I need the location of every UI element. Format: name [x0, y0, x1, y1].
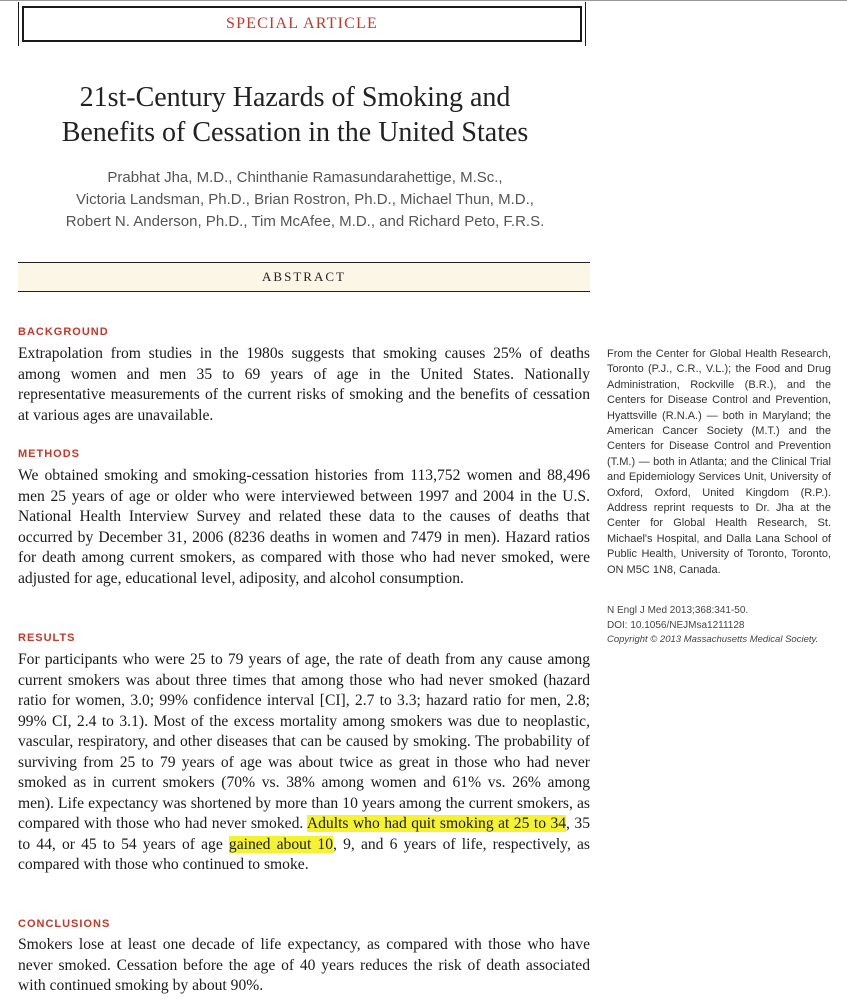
conclusions-paragraph: Smokers lose at least one decade of life expectancy, as compared with those who have never smoked. Cessation before the age of 40 years reduces the risk of death associated with continued smoking by about 90%. — [18, 936, 590, 994]
authors-line-1: Prabhat Jha, M.D., Chinthanie Ramasundarahettige, M.Sc., — [107, 169, 503, 186]
journal-citation: N Engl J Med 2013;368:341-50. — [607, 605, 749, 616]
title-line-1: 21st-Century Hazards of Smoking and — [79, 82, 511, 113]
results-text-part-2: , 35 to 44, or 45 to 54 years of age — [18, 815, 590, 853]
title-line-2: Benefits of Cessation in the United States — [61, 117, 529, 148]
authors-line-2: Victoria Landsman, Ph.D., Brian Rostron, Ph.D., Michael Thun, M.D., — [76, 191, 534, 208]
methods-heading: METHODS — [18, 448, 80, 460]
results-highlight-years-gained: gained about 10 — [228, 835, 334, 853]
doi: DOI: 10.1056/NEJMsa1211128 — [607, 619, 745, 631]
results-paragraph — [18, 650, 590, 876]
author-affiliations: From the Center for Global Health Research, Toronto (P.J., C.R., V.L.); the Food and Drug Administration, Rockville (B.R.), and the Centers for Disease Control and Prevention, Hyattsville (R.N.A.) — both in Maryland; the American Cancer Society (M.T.) and the Centers for Disease Control and Prevention (T.M.) — both in Atlanta; and the Clinical Trial and Epidemiology Services Unit, University of Oxford, Oxford, United Kingdom (R.P.). Address reprint requests to Dr. Jha at the Center for Global Health Research, St. Michael's Hospital, and Dalla Lana School of Public Health, University of Toronto, Toronto, ON M5C 1N8, Canada. — [607, 348, 831, 576]
conclusions-heading: CONCLUSIONS — [18, 918, 111, 930]
abstract-heading: ABSTRACT — [262, 269, 346, 284]
article-title — [0, 80, 590, 150]
results-text-part-3: , 9, and 6 years of life, respectively, as compared with those who continued to smoke. — [18, 835, 590, 873]
article-type-label: SPECIAL ARTICLE — [225, 15, 378, 32]
citation-block — [607, 604, 837, 648]
methods-paragraph: We obtained smoking and smoking-cessation histories from 113,752 women and 88,496 men 25 years of age or older who were interviewed between 1997 and 2004 in the U.S. National Health Interview Survey and related these data to the causes of deaths that occurred by December 31, 2006 (8236 deaths in women and 7479 in men). Hazard ratios for death among current smokers, as compared with those who had never smoked, were adjusted for age, educational level, adiposity, and alcohol consumption. — [18, 467, 590, 587]
author-list — [0, 167, 610, 233]
background-heading: BACKGROUND — [18, 326, 109, 338]
background-paragraph: Extrapolation from studies in the 1980s suggests that smoking causes 25% of deaths among women and men 35 to 69 years of age in the United States. Nationally representative measurements of the current risks of smoking and the benefits of cessation at various ages are unavailable. — [18, 345, 590, 424]
results-highlight-quit-age: Adults who had quit smoking at 25 to 34 — [306, 815, 567, 832]
results-heading: RESULTS — [18, 632, 76, 644]
abstract-heading-band — [18, 262, 590, 292]
copyright-notice: Copyright © 2013 Massachusetts Medical Society. — [607, 634, 819, 645]
authors-line-3: Robert N. Anderson, Ph.D., Tim McAfee, M.D., and Richard Peto, F.R.S. — [65, 213, 545, 230]
top-rule — [0, 0, 847, 1]
results-text-part-1: For participants who were 25 to 79 years of age, the rate of death from any cause among current smokers was about three times that among those who had never smoked (hazard ratio for women, 3.0; 99% confidence interval [CI], 2.7 to 3.3; hazard ratio for men, 2.8; 99% CI, 2.4 to 3.1). Most of the excess mortality among smokers was due to neoplastic, vascular, respiratory, and other diseases that can be caused by smoking. The probability of surviving from 25 to 79 years of age was about twice as great in those who had never smoked as in current smokers (70% vs. 38% among women and 61% vs. 26% among men). Life expectancy was shortened by more than 10 years among the current smokers, as compared with those who had never smoked. — [18, 651, 590, 832]
article-type-banner — [22, 6, 582, 42]
